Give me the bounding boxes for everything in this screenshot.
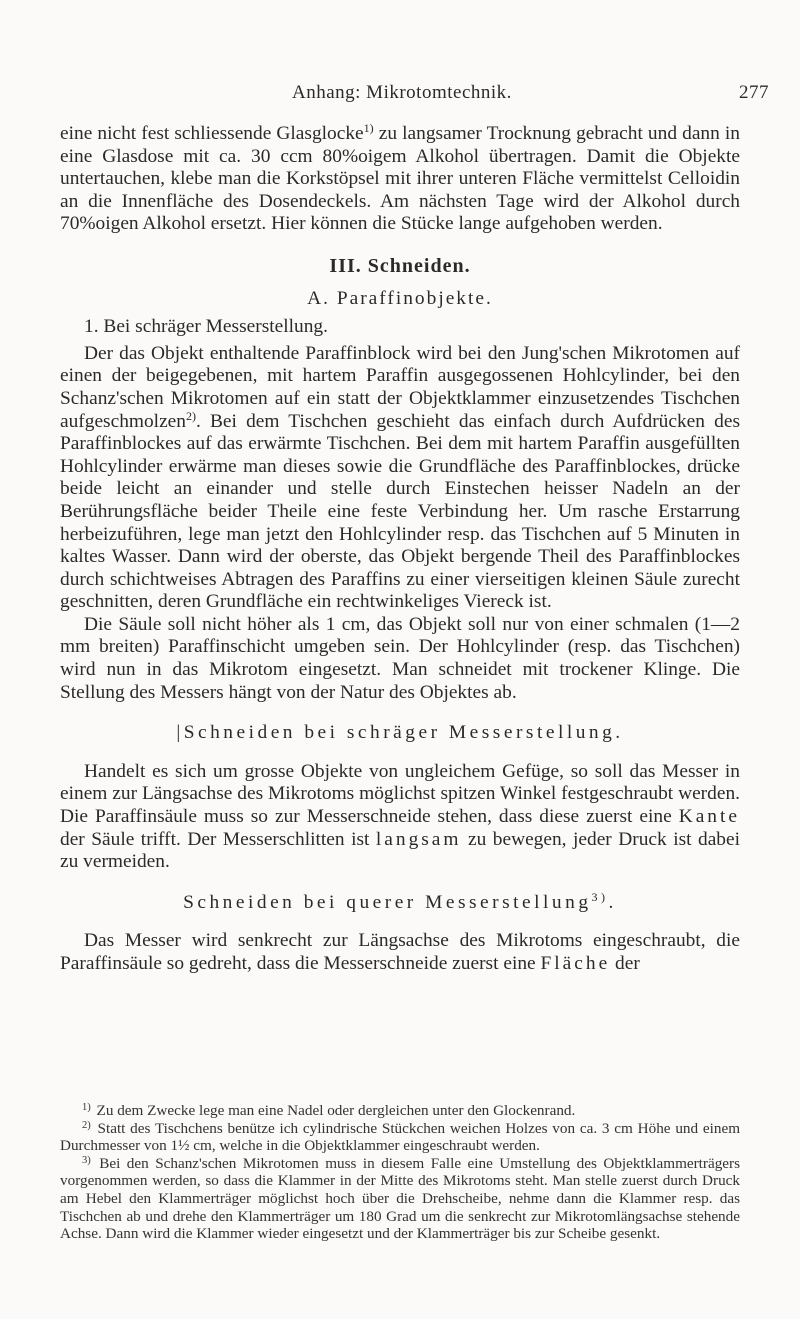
page-number: 277 — [739, 82, 769, 103]
emphasis-flaeche: Fläche — [540, 953, 611, 974]
paragraph-text: eine nicht fest schliessende Glasglocke — [60, 123, 364, 144]
footnote-text: Zu dem Zwecke lege man eine Nadel oder dergleichen unter den Glockenrand. — [96, 1102, 576, 1119]
paragraph-text: der Säule trifft. Der Messerschlitten ist — [60, 828, 376, 850]
spaced-heading-schraeg: |Schneiden bei schräger Messerstellung. — [176, 722, 624, 744]
numbered-heading: 1. Bei schräger Messerstellung. — [84, 316, 328, 338]
emphasis-kante: Kante — [678, 806, 740, 828]
paragraph: Die Säule soll nicht höher als 1 cm, das Objekt soll nur von einer schmalen (1—2 mm breiten) Paraffinschicht umgeben sein. Der Hohlcylinder (resp. das Tischchen) wird nun in das Mikrotom eingesetzt. Man schneidet mit trockener Klinge. Die Stellung des Messers hängt von der Natur des Objektes ab. — [60, 613, 740, 703]
paragraph-text: Handelt es sich um grosse Objekte von ungleichem Gefüge, so soll das Messer in einem zur Längsachse des Mikrotoms möglichst spitzen Winkel festgeschraubt werden. Die Paraffinsäule muss so zur Messerschneide stehen, dass diese zuerst eine — [60, 760, 740, 828]
heading-end: . — [608, 891, 617, 913]
spaced-heading-quer — [60, 889, 740, 915]
footnote-ref: 3) — [591, 889, 609, 904]
footnote — [60, 1155, 740, 1243]
footnote — [60, 1120, 740, 1155]
paragraph-continued — [60, 123, 740, 236]
footnote-text: Bei den Schanz'schen Mikrotomen muss in diesem Falle eine Umstellung des Objektklammerträgers vorgenommen werden, so dass die Klammer in der Mitte des Mikrotoms steht. Man stelle zuerst durch Druck am Hebel den Klammerträger möglichst hoch über die Drehscheibe, nehme dann die Klammer resp. das Tischchen ab und drehe den Klammerträger um 180 Grad um die senkrecht zur Mikrotomlängsachse stehende Achse. Dann wird die Klammer wieder eingesetzt und der Klammerträger bis zur Scheibe gesenkt. — [60, 1154, 741, 1243]
paragraph-text: Das Messer wird senkrecht zur Längsachse des Mikrotoms eingeschraubt, die Paraffinsäule so gedreht, dass die Messerschneide zuerst eine — [60, 930, 740, 974]
footnote-ref: 2) — [185, 408, 196, 423]
footnote-text: Statt des Tischchens benütze ich cylindrische Stückchen weichen Holzes von ca. 3 cm Höhe und einem Durchmesser von 1½ cm, welche in die Objektklammer eingeschraubt werden. — [60, 1119, 741, 1155]
paragraph-text: der — [610, 953, 640, 974]
section-heading: III. Schneiden. — [329, 254, 471, 277]
footnote — [60, 1102, 740, 1120]
paragraph-text: zu bewegen, jeder Druck ist dabei zu vermeiden. — [60, 828, 740, 873]
paragraph-text: . Bei dem Tischchen geschieht das einfach durch Aufdrücken des Paraffinblockes auf das erwärmte Tischchen. Bei dem mit hartem Paraffin ausgefüllten Hohlcylinder erwärme man dieses sowie die Grundfläche des Paraffinblockes, drücke beide leicht an einander und stelle durch Einstechen heisser Nadeln an der Berührungsfläche beider Theile eine feste Verbindung her. Um rasche Erstarrung herbeizuführen, lege man jetzt den Hohlcylinder resp. das Tischchen auf 5 Minuten in kaltes Wasser. Dann wird der oberste, das Objekt bergende Theil des Paraffinblockes durch schichtweises Abtragen des Paraffins zu einer vierseitigen kleinen Säule zurecht geschnitten, deren Grundfläche ein rechtwinkeliges Viereck ist. — [60, 410, 740, 613]
body-text — [60, 123, 740, 976]
emphasis-langsam: langsam — [375, 828, 462, 850]
footnote-mark: 2) — [82, 1119, 91, 1131]
paragraph — [60, 930, 740, 975]
paragraph-text: zu langsamer Trocknung gebracht und dann in eine Glasdose mit ca. 30 ccm 80%oigem Alkohol übertragen. Damit die Objekte untertauchen, klebe man die Korkstöpsel mit ihrer unteren Fläche vermittelst Celloidin an die Innenfläche des Dosendeckels. Am nächsten Tage wird der Alkohol durch 70%oigen Alkohol ersetzt. Hier können die Stücke lange aufgehoben werden. — [60, 123, 740, 235]
paragraph-text: Der das Objekt enthaltende Paraffinblock wird bei den Jung'schen Mikrotomen auf einen der beigegebenen, mit hartem Paraffin ausgegossenen Hohlcylinder, bei den Schanz'schen Mikrotomen auf ein statt der Objektklammer einzusetzendes Tischchen aufgeschmolzen — [60, 342, 740, 432]
footnote-mark: 1) — [82, 1102, 91, 1113]
footnote-ref: 1) — [363, 121, 374, 135]
paragraph — [60, 761, 740, 874]
heading-text: Schneiden bei querer Messerstellung — [183, 891, 592, 913]
footnote-mark: 3) — [82, 1154, 91, 1166]
subsection-heading: A. Paraffinobjekte. — [307, 287, 493, 309]
paragraph — [60, 343, 740, 614]
footnotes — [60, 1102, 740, 1243]
running-title: Anhang: Mikrotomtechnik. — [292, 82, 512, 103]
